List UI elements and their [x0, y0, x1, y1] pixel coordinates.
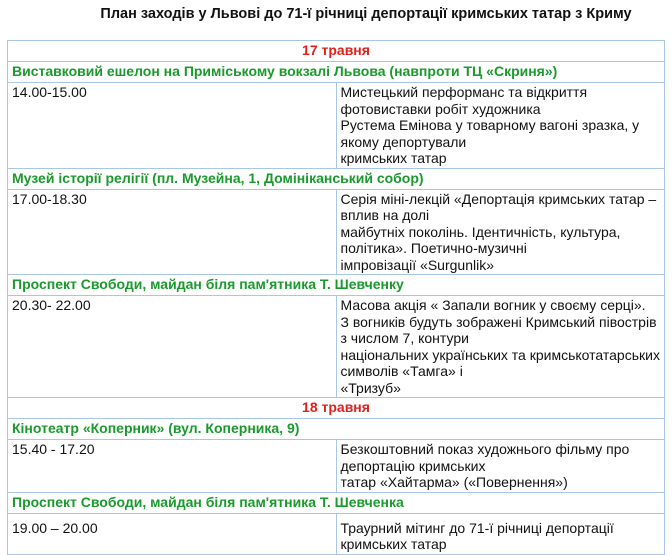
event-description-line: кримських татар: [340, 150, 447, 166]
venue-row: [8, 492, 665, 513]
venue-row: [8, 168, 665, 189]
event-description-line: імпровізації «Surgunlik»: [340, 256, 494, 273]
event-row: [8, 440, 665, 493]
venue-row: [8, 62, 665, 83]
event-description-line: Мистецький перформанс та відкриття фотовиставки робіт художника: [340, 84, 588, 117]
event-description: [336, 189, 665, 275]
venue-name: Музей історії релігії (пл. Музейна, 1, Домініканський собор): [8, 168, 665, 189]
event-time: 19.00 – 20.00: [8, 513, 337, 554]
event-description-line: «Тризуб»: [340, 379, 401, 396]
day-date: 17 травня: [8, 41, 665, 62]
event-description: [336, 513, 665, 554]
event-row: [8, 513, 665, 554]
event-description: [336, 296, 665, 398]
page-title: План заходів у Львові до 71-ї річниці депортації кримських татар з Криму: [100, 6, 632, 22]
event-row: [8, 189, 665, 275]
event-description: [336, 440, 665, 493]
event-row: [8, 296, 665, 398]
day-row: [8, 41, 665, 62]
event-row: [8, 83, 665, 169]
event-time: 14.00-15.00: [8, 83, 337, 169]
event-description-line: Серія міні-лекцій «Депортація кримських татар – вплив на долі: [340, 190, 657, 223]
venue-name: Проспект Свободи, майдан біля пам'ятника Т. Шевченка: [8, 492, 665, 513]
venue-name: Кінотеатр «Коперник» (вул. Коперника, 9): [8, 419, 665, 440]
schedule-table: [7, 40, 665, 555]
event-description: [336, 83, 665, 169]
event-description-line: З вогників будуть зображені Кримський півострів з числом 7, контури: [340, 313, 657, 346]
event-description-line: майбутніх поколінь. Ідентичність, культура, політика». Поетично-музичні: [340, 223, 621, 256]
venue-row: [8, 275, 665, 296]
event-time: 15.40 - 17.20: [8, 440, 337, 493]
event-description-line: Безкоштовний показ художнього фільму про депортацію кримських: [340, 441, 630, 474]
venue-row: [8, 419, 665, 440]
event-description-line: Масова акція « Запали вогник у своєму серці».: [340, 297, 646, 313]
day-row: [8, 398, 665, 419]
event-time: 17.00-18.30: [8, 189, 337, 275]
event-description-line: Траурний мітинг до 71-ї річниці депортації кримських татар: [340, 519, 614, 552]
venue-name: Виставковий ешелон на Приміському вокзалі Львова (навпроти ТЦ «Скриня»): [8, 62, 665, 83]
venue-name: Проспект Свободи, майдан біля пам'ятника Т. Шевченку: [8, 275, 665, 296]
event-description-line: національних українських та кримськотатарських символів «Тамга» і: [340, 346, 660, 379]
day-date: 18 травня: [8, 398, 665, 419]
event-time: 20.30- 22.00: [8, 296, 337, 398]
event-description-line: татар «Хайтарма» («Повернення»): [340, 474, 568, 490]
event-description-line: Рустема Емінова у товарному вагоні зразка, у якому депортували: [340, 117, 640, 150]
